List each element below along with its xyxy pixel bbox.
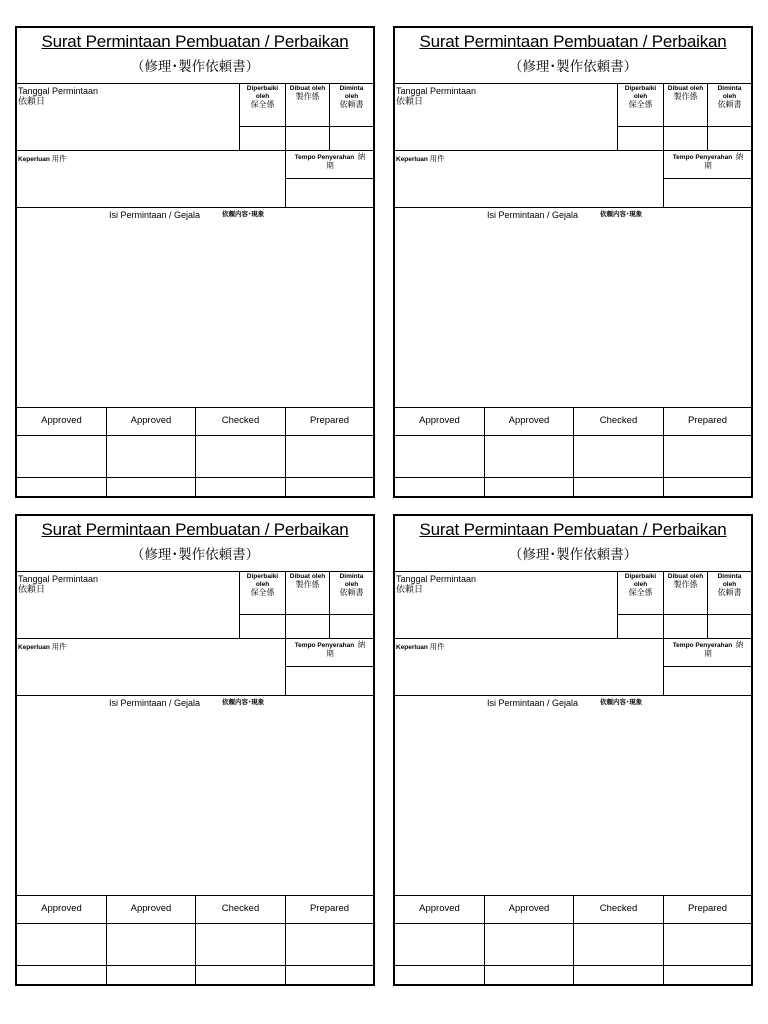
requested-by-stamp[interactable] bbox=[708, 127, 751, 149]
sign-col-prepared: Prepared bbox=[687, 415, 728, 426]
sign-date-approved-1[interactable] bbox=[18, 478, 106, 495]
sign-date-prepared[interactable] bbox=[664, 478, 751, 495]
sign-date-checked[interactable] bbox=[196, 966, 285, 983]
sign-col-approved-2: Approved bbox=[508, 415, 550, 426]
repaired-by-header: Diperbaiki oleh 保全係 bbox=[624, 85, 657, 109]
deadline-field[interactable] bbox=[664, 667, 751, 694]
form-title: Surat Permintaan Pembuatan / Perbaikan bbox=[419, 520, 727, 539]
content-label: Isi Permintaan / Gejala bbox=[487, 698, 579, 708]
made-by-stamp[interactable] bbox=[664, 127, 707, 149]
header-divider bbox=[395, 571, 751, 572]
content-label: Isi Permintaan / Gejala bbox=[487, 210, 579, 220]
content-label-jp: 依頼内容･現象 bbox=[222, 699, 265, 706]
sign-box-approved-2[interactable] bbox=[107, 436, 195, 477]
sign-col-approved-2: Approved bbox=[130, 903, 172, 914]
sign-box-approved-1[interactable] bbox=[18, 436, 106, 477]
date-label: Tanggal Permintaan bbox=[18, 574, 99, 584]
form-title: Surat Permintaan Pembuatan / Perbaikan bbox=[41, 32, 349, 51]
form-title: Surat Permintaan Pembuatan / Perbaikan bbox=[419, 32, 727, 51]
date-label-jp: 依頼日 bbox=[396, 585, 424, 595]
sign-date-approved-2[interactable] bbox=[107, 478, 195, 495]
requested-by-header: Diminta oleh 依頼書 bbox=[339, 573, 364, 597]
repaired-by-stamp[interactable] bbox=[240, 615, 285, 637]
content-field[interactable] bbox=[18, 709, 372, 894]
deadline-field[interactable] bbox=[286, 179, 373, 206]
sign-col-approved-1: Approved bbox=[419, 903, 460, 914]
deadline-field[interactable] bbox=[664, 179, 751, 206]
purpose-label: Keperluan 用件 bbox=[396, 642, 445, 651]
date-field[interactable] bbox=[396, 109, 616, 149]
repaired-by-header: Diperbaiki oleh 保全係 bbox=[246, 573, 279, 597]
sign-date-checked[interactable] bbox=[574, 966, 663, 983]
requested-by-stamp[interactable] bbox=[708, 615, 751, 637]
sign-box-checked[interactable] bbox=[196, 436, 285, 477]
content-label-jp: 依頼内容･現象 bbox=[222, 211, 265, 218]
date-label: Tanggal Permintaan bbox=[396, 574, 477, 584]
form-title: Surat Permintaan Pembuatan / Perbaikan bbox=[41, 520, 349, 539]
requested-by-stamp[interactable] bbox=[330, 615, 373, 637]
sign-col-checked: Checked bbox=[221, 903, 260, 914]
sign-date-prepared[interactable] bbox=[286, 478, 373, 495]
request-form-bottom-right bbox=[393, 514, 753, 986]
deadline-label: Tempo Penyerahan 納 期 bbox=[294, 640, 366, 658]
sign-col-prepared: Prepared bbox=[309, 415, 350, 426]
sign-box-checked[interactable] bbox=[196, 924, 285, 965]
sign-box-prepared[interactable] bbox=[286, 924, 373, 965]
sign-col-approved-2: Approved bbox=[508, 903, 550, 914]
date-field[interactable] bbox=[18, 597, 238, 637]
form-subtitle: （修理･製作依頼書） bbox=[508, 547, 638, 563]
form-subtitle: （修理･製作依頼書） bbox=[130, 547, 260, 563]
requested-by-header: Diminta oleh 依頼書 bbox=[339, 85, 364, 109]
sign-col-prepared: Prepared bbox=[309, 903, 350, 914]
requested-by-header: Diminta oleh 依頼書 bbox=[717, 573, 742, 597]
date-label: Tanggal Permintaan bbox=[396, 86, 477, 96]
sign-box-approved-1[interactable] bbox=[18, 924, 106, 965]
sign-col-approved-2: Approved bbox=[130, 415, 172, 426]
sign-col-checked: Checked bbox=[599, 903, 638, 914]
sign-col-approved-1: Approved bbox=[41, 415, 82, 426]
purpose-field[interactable] bbox=[18, 653, 284, 693]
made-by-stamp[interactable] bbox=[286, 615, 329, 637]
made-by-stamp[interactable] bbox=[664, 615, 707, 637]
date-field[interactable] bbox=[18, 109, 238, 149]
sign-box-checked[interactable] bbox=[574, 924, 663, 965]
repaired-by-stamp[interactable] bbox=[618, 615, 663, 637]
form-subtitle: （修理･製作依頼書） bbox=[508, 59, 638, 75]
sign-date-prepared[interactable] bbox=[286, 966, 373, 983]
content-label: Isi Permintaan / Gejala bbox=[109, 698, 201, 708]
content-label-jp: 依頼内容･現象 bbox=[600, 699, 643, 706]
repaired-by-stamp[interactable] bbox=[618, 127, 663, 149]
made-by-header: Dibuat oleh 製作係 bbox=[667, 573, 704, 589]
sign-date-checked[interactable] bbox=[574, 478, 663, 495]
purpose-field[interactable] bbox=[18, 165, 284, 205]
content-label: Isi Permintaan / Gejala bbox=[109, 210, 201, 220]
content-field[interactable] bbox=[18, 221, 372, 406]
sign-date-approved-2[interactable] bbox=[485, 478, 573, 495]
sign-date-approved-2[interactable] bbox=[485, 966, 573, 983]
sign-col-approved-1: Approved bbox=[41, 903, 82, 914]
date-label-jp: 依頼日 bbox=[396, 97, 424, 107]
sign-date-approved-1[interactable] bbox=[396, 966, 484, 983]
purpose-label: Keperluan 用件 bbox=[18, 154, 67, 163]
sign-box-approved-2[interactable] bbox=[485, 924, 573, 965]
deadline-label: Tempo Penyerahan 納 期 bbox=[672, 640, 744, 658]
purpose-label: Keperluan 用件 bbox=[396, 154, 445, 163]
date-field[interactable] bbox=[396, 597, 616, 637]
request-form-top-right bbox=[393, 26, 753, 498]
requested-by-stamp[interactable] bbox=[330, 127, 373, 149]
sign-date-checked[interactable] bbox=[196, 478, 285, 495]
sign-box-approved-2[interactable] bbox=[485, 436, 573, 477]
repaired-by-header: Diperbaiki oleh 保全係 bbox=[624, 573, 657, 597]
content-field[interactable] bbox=[396, 709, 750, 894]
made-by-header: Dibuat oleh 製作係 bbox=[289, 85, 326, 101]
purpose-label: Keperluan 用件 bbox=[18, 642, 67, 651]
sign-box-approved-1[interactable] bbox=[396, 436, 484, 477]
sign-date-approved-2[interactable] bbox=[107, 966, 195, 983]
sign-box-checked[interactable] bbox=[574, 436, 663, 477]
purpose-field[interactable] bbox=[396, 653, 662, 693]
header-divider bbox=[395, 83, 751, 84]
sign-col-prepared: Prepared bbox=[687, 903, 728, 914]
purpose-field[interactable] bbox=[396, 165, 662, 205]
content-label-jp: 依頼内容･現象 bbox=[600, 211, 643, 218]
date-label-jp: 依頼日 bbox=[18, 97, 46, 107]
sign-date-approved-1[interactable] bbox=[396, 478, 484, 495]
sign-box-prepared[interactable] bbox=[664, 924, 751, 965]
header-divider bbox=[17, 83, 373, 84]
form-subtitle: （修理･製作依頼書） bbox=[130, 59, 260, 75]
sign-date-approved-1[interactable] bbox=[18, 966, 106, 983]
sign-col-approved-1: Approved bbox=[419, 415, 460, 426]
request-form-bottom-left bbox=[15, 514, 375, 986]
sign-col-checked: Checked bbox=[599, 415, 638, 426]
sign-box-prepared[interactable] bbox=[286, 436, 373, 477]
repaired-by-header: Diperbaiki oleh 保全係 bbox=[246, 85, 279, 109]
made-by-header: Dibuat oleh 製作係 bbox=[289, 573, 326, 589]
sign-box-approved-1[interactable] bbox=[396, 924, 484, 965]
sign-box-prepared[interactable] bbox=[664, 436, 751, 477]
content-field[interactable] bbox=[396, 221, 750, 406]
made-by-stamp[interactable] bbox=[286, 127, 329, 149]
header-divider bbox=[17, 571, 373, 572]
sign-box-approved-2[interactable] bbox=[107, 924, 195, 965]
deadline-label: Tempo Penyerahan 納 期 bbox=[294, 152, 366, 170]
request-form-top-left bbox=[15, 26, 375, 498]
deadline-field[interactable] bbox=[286, 667, 373, 694]
sign-date-prepared[interactable] bbox=[664, 966, 751, 983]
date-label: Tanggal Permintaan bbox=[18, 86, 99, 96]
made-by-header: Dibuat oleh 製作係 bbox=[667, 85, 704, 101]
deadline-label: Tempo Penyerahan 納 期 bbox=[672, 152, 744, 170]
sign-col-checked: Checked bbox=[221, 415, 260, 426]
date-label-jp: 依頼日 bbox=[18, 585, 46, 595]
requested-by-header: Diminta oleh 依頼書 bbox=[717, 85, 742, 109]
repaired-by-stamp[interactable] bbox=[240, 127, 285, 149]
